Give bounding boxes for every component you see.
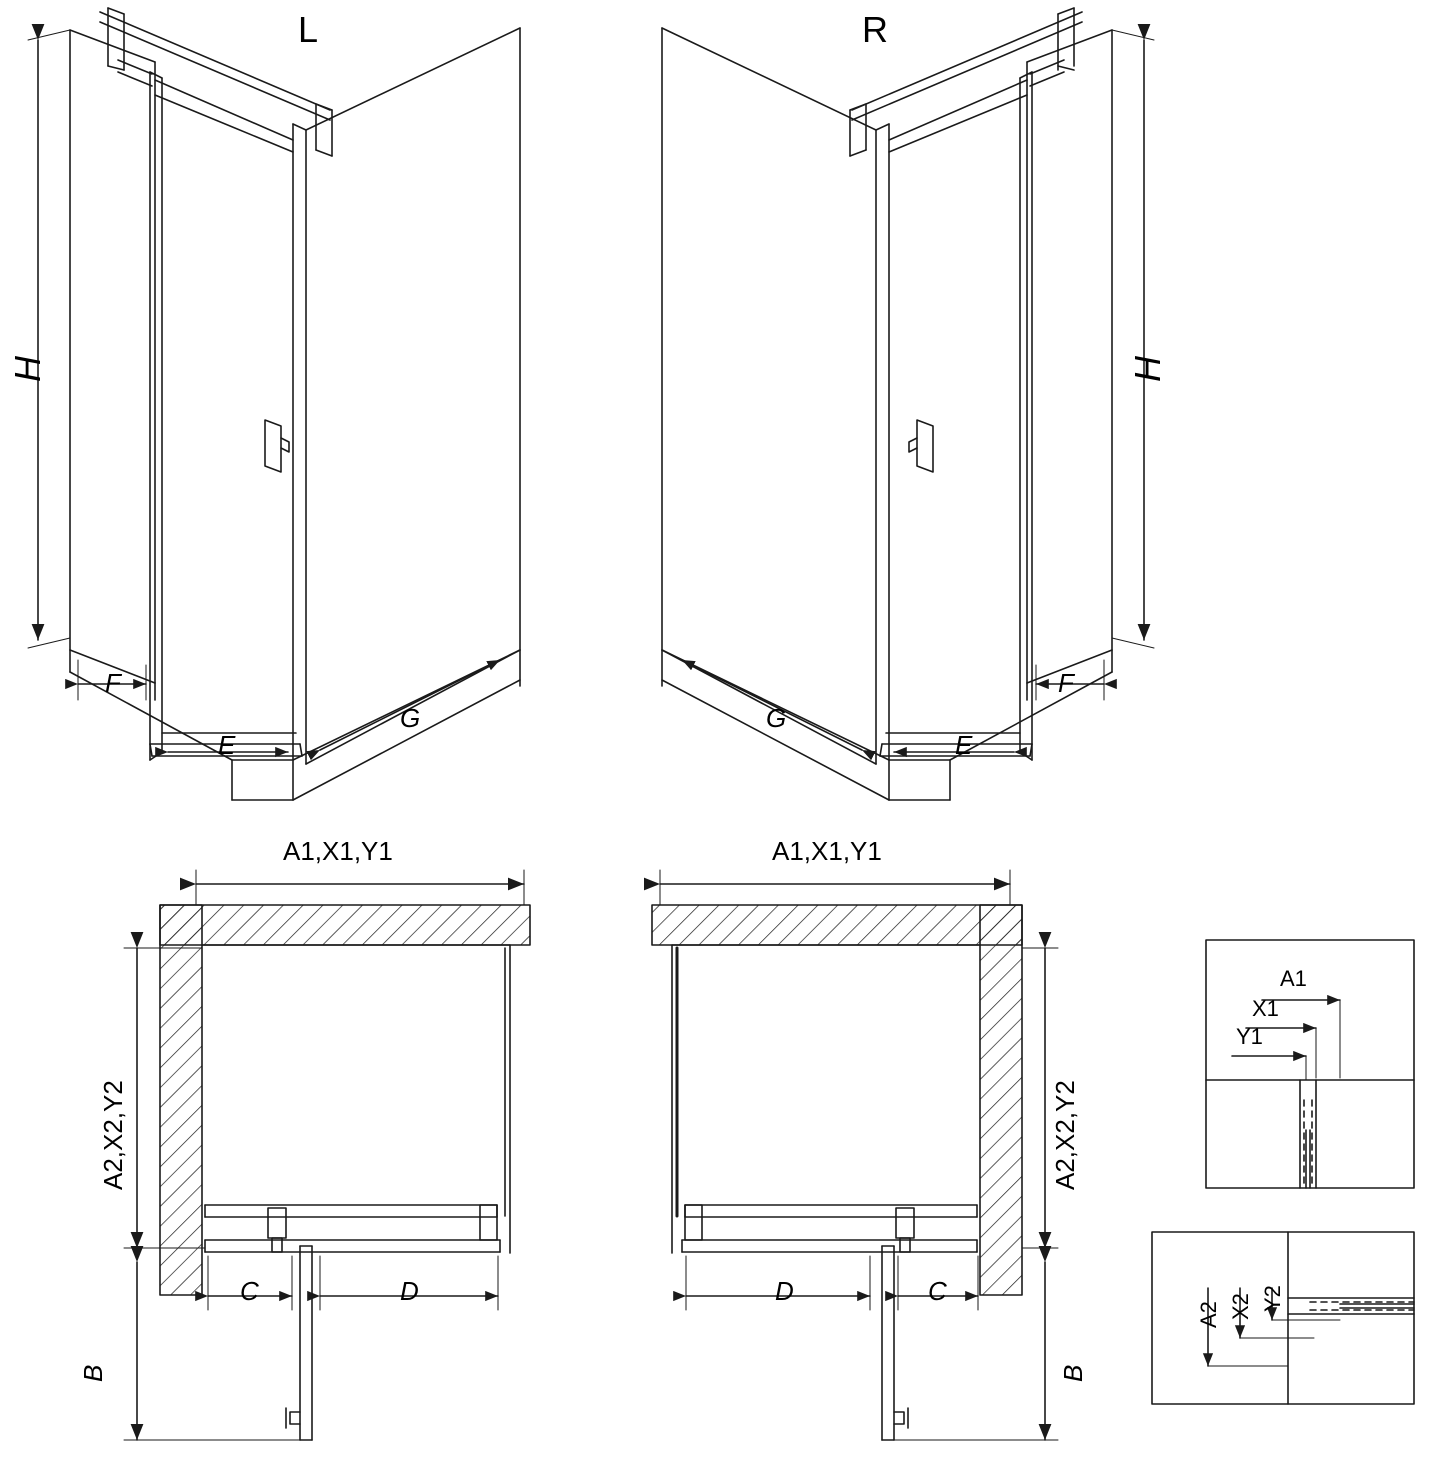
detail-top-label-a1: A1 <box>1280 966 1307 991</box>
plan-right-side-dimension: A2,X2,Y2 <box>1050 1080 1080 1190</box>
dimension-g-left: G <box>400 703 421 733</box>
iso-view-right <box>662 8 1154 800</box>
detail-top-label-x1: X1 <box>1252 996 1279 1021</box>
dimension-e-left: E <box>218 730 236 760</box>
plan-view-left <box>124 870 530 1440</box>
plan-view-right <box>652 870 1058 1440</box>
detail-top-label-y1: Y1 <box>1236 1024 1263 1049</box>
plan-left-inner-right: D <box>400 1276 419 1306</box>
detail-bottom-label-x2: X2 <box>1228 1293 1253 1320</box>
detail-top <box>1206 940 1414 1188</box>
plan-right-top-dimension: A1,X1,Y1 <box>772 836 882 866</box>
plan-right-swing-depth: B <box>1058 1364 1088 1382</box>
variant-label-left: L <box>298 9 319 50</box>
plan-left-inner-left: C <box>240 1276 259 1306</box>
variant-label-right: R <box>862 9 888 50</box>
detail-bottom-label-y2: Y2 <box>1260 1285 1285 1312</box>
iso-view-left <box>28 8 520 800</box>
dimension-f-right: F <box>1058 668 1074 698</box>
dimension-h-right: H <box>1127 356 1168 382</box>
dimension-e-right: E <box>955 730 973 760</box>
dimension-h-left: H <box>7 356 48 382</box>
detail-bottom-label-a2: A2 <box>1196 1301 1221 1328</box>
dimension-g-right: G <box>766 703 787 733</box>
plan-left-side-dimension: A2,X2,Y2 <box>98 1080 128 1190</box>
dimension-f-left: F <box>105 668 121 698</box>
detail-bottom <box>1152 1232 1414 1404</box>
plan-left-swing-depth: B <box>78 1364 108 1382</box>
plan-right-inner-left: D <box>775 1276 794 1306</box>
plan-left-top-dimension: A1,X1,Y1 <box>283 836 393 866</box>
plan-right-inner-right: C <box>928 1276 947 1306</box>
